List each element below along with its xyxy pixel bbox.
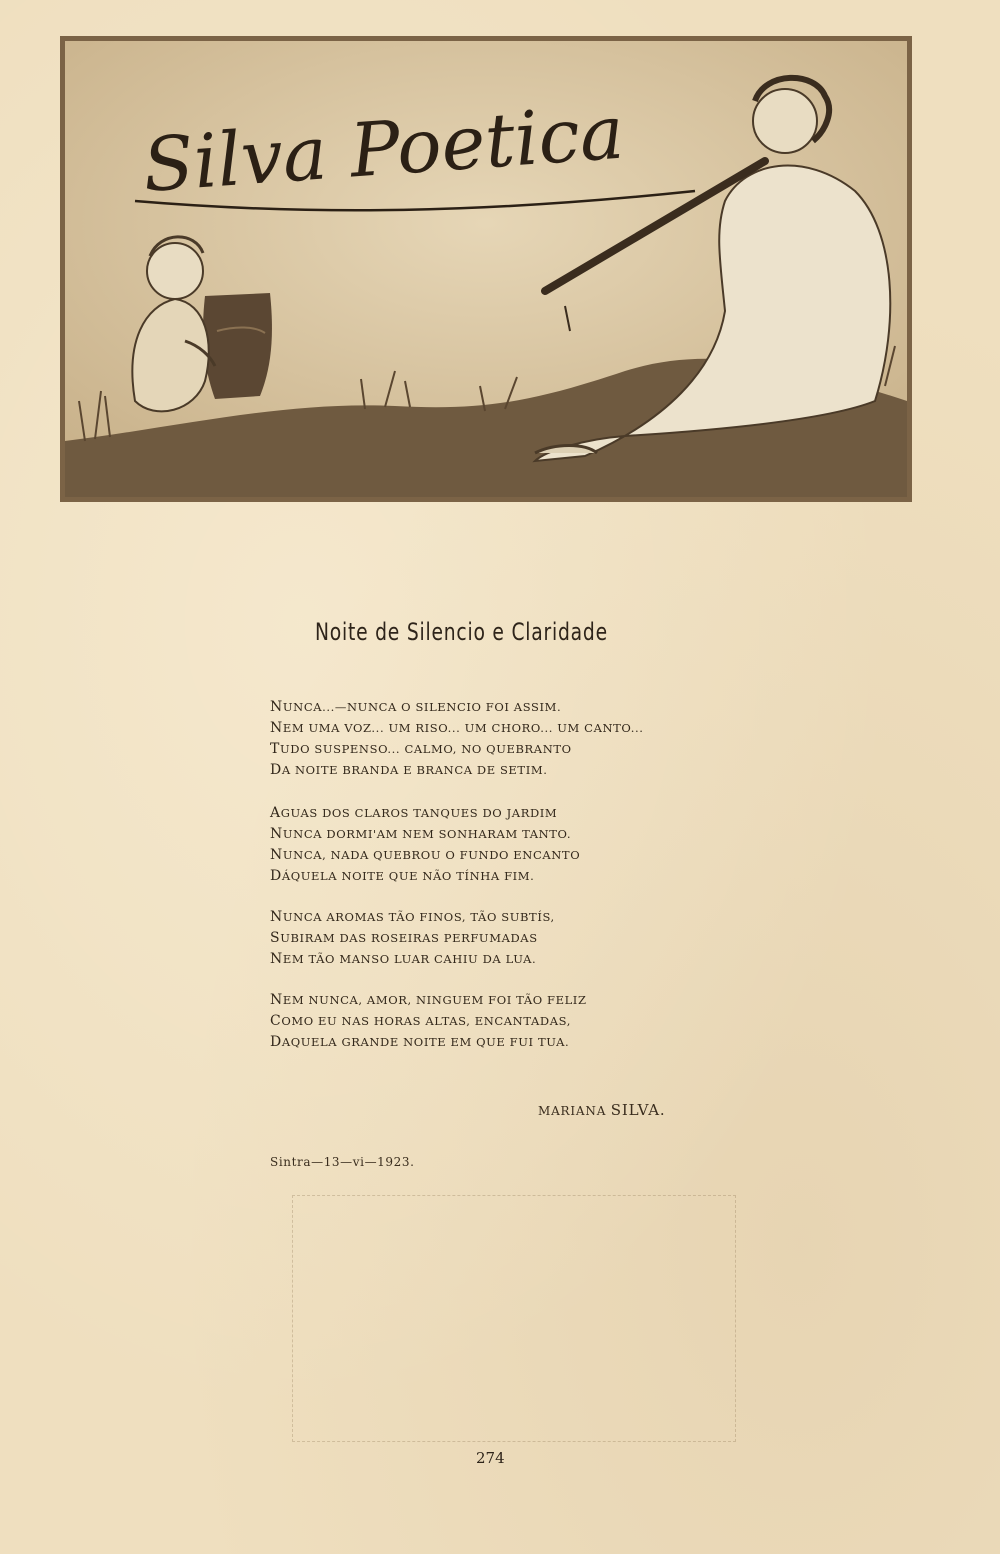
show-through-box <box>292 1195 736 1442</box>
poem-line: NEM UMA VOZ... UM RISO... UM CHORO... UM CANTO... <box>270 720 644 736</box>
poem-line: COMO EU NAS HORAS ALTAS, ENCANTADAS, <box>270 1013 571 1029</box>
author-first-name: MARIANA <box>538 1104 607 1118</box>
poem-line: NEM NUNCA, AMOR, NINGUEM FOI TÃO FELIZ <box>270 992 587 1008</box>
author-last-name: SILVA. <box>610 1101 666 1119</box>
stanza-1 <box>270 697 644 781</box>
poem-line: DAQUELA GRANDE NOITE EM QUE FUI TUA. <box>270 1034 570 1050</box>
poem-line: NUNCA DORMI'AM NEM SONHARAM TANTO. <box>270 826 572 842</box>
poem-line: DÁQUELA NOITE QUE NÃO TÍNHA FIM. <box>270 868 535 884</box>
header-title-art <box>65 41 907 497</box>
poem-line: NEM TÃO MANSO LUAR CAHIU DA LUA. <box>270 951 537 967</box>
stanza-3 <box>270 907 555 970</box>
author-signature <box>538 1101 665 1119</box>
poem-line: DA NOITE BRANDA E BRANCA DE SETIM. <box>270 762 548 778</box>
poem-line: AGUAS DOS CLAROS TANQUES DO JARDIM <box>270 805 558 821</box>
poem-line: NUNCA AROMAS TÃO FINOS, TÃO SUBTÍS, <box>270 909 555 925</box>
poem-title: Noite de Silencio e Claridade <box>315 618 608 646</box>
header-title: Silva Poetica <box>140 89 627 209</box>
poem-line: NUNCA, NADA QUEBROU O FUNDO ENCANTO <box>270 847 581 863</box>
poem-line: TUDO SUSPENSO... CALMO, NO QUEBRANTO <box>270 741 572 757</box>
poem-line: SUBIRAM DAS ROSEIRAS PERFUMADAS <box>270 930 538 946</box>
stanza-2 <box>270 803 580 887</box>
place-date: Sintra—13—vi—1923. <box>270 1155 415 1169</box>
page-number: 274 <box>476 1449 505 1467</box>
stanza-4 <box>270 990 587 1053</box>
header-illustration <box>60 36 912 502</box>
poem-line: NUNCA...—NUNCA O SILENCIO FOI ASSIM. <box>270 699 562 715</box>
